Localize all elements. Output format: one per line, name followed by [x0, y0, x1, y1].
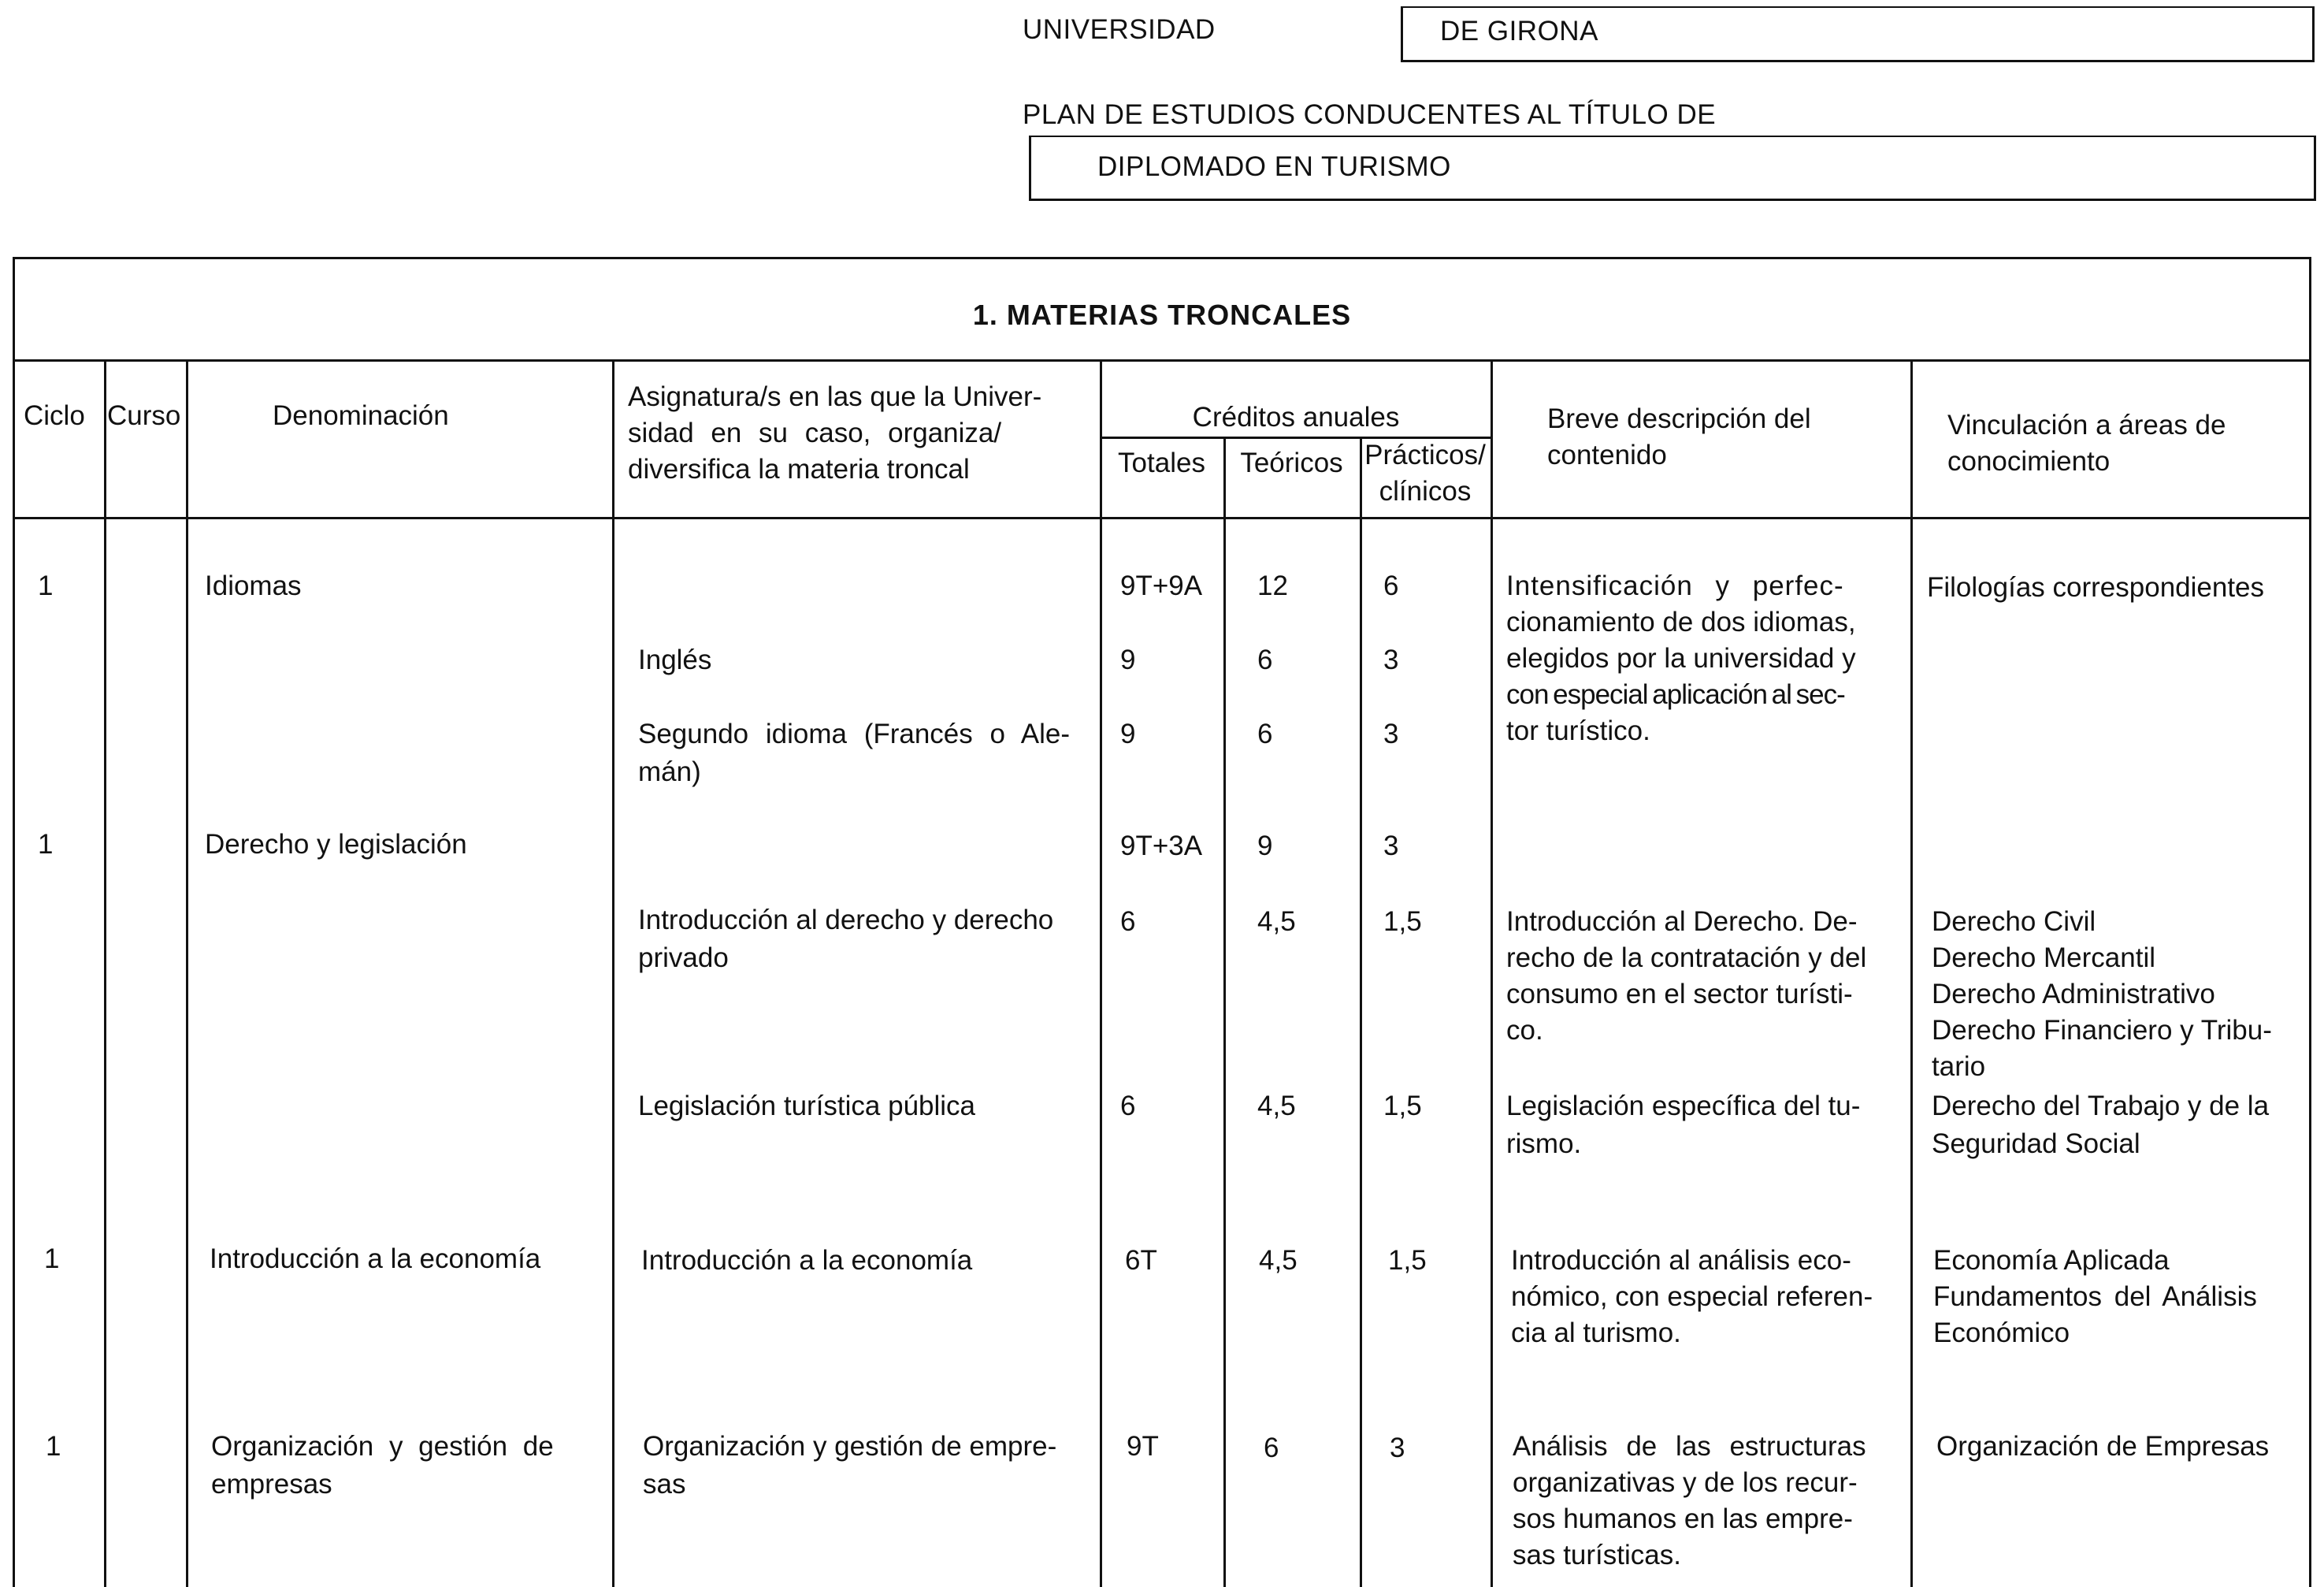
- header-practicos-line1: Prácticos/: [1364, 440, 1486, 470]
- header-descripcion-line2: contenido: [1547, 440, 1667, 470]
- practicos-cell: 6: [1383, 571, 1399, 601]
- university-name: DE GIRONA: [1440, 16, 1598, 46]
- col-sep-descripcion: [1491, 359, 1493, 1587]
- practicos-cell: 3: [1383, 645, 1399, 675]
- teoricos-cell: 6: [1257, 719, 1273, 749]
- descripcion-line: elegidos por la universidad y: [1506, 643, 1856, 674]
- university-label: UNIVERSIDAD: [1023, 14, 1216, 45]
- header-asignatura-line1: Asignatura/s en las que la Univer-: [628, 381, 1042, 412]
- table-border-right: [2309, 257, 2311, 1587]
- col-sep-vinculacion: [1910, 359, 1913, 1587]
- asignatura-cell: Inglés: [638, 645, 712, 675]
- descripcion-line: con especial aplicación al sec-: [1506, 679, 1845, 710]
- vinculacion-line: Organización de Empresas: [1936, 1431, 2270, 1462]
- teoricos-cell: 6: [1257, 645, 1273, 675]
- denominacion-cell: Idiomas: [205, 571, 302, 601]
- descripcion-line: Introducción al análisis eco-: [1511, 1245, 1851, 1276]
- vinculacion-line: Derecho del Trabajo y de la: [1932, 1091, 2270, 1121]
- col-sep-denominacion: [186, 359, 188, 1587]
- descripcion-line: consumo en el sector turísti-: [1506, 979, 1853, 1009]
- denominacion-line: empresas: [211, 1469, 332, 1500]
- asignatura-line: Introducción al derecho y derecho: [638, 905, 1054, 935]
- practicos-cell: 3: [1383, 719, 1399, 749]
- denominacion-line: Organización y gestión de: [211, 1431, 554, 1462]
- descripcion-line: organizativas y de los recur-: [1513, 1467, 1858, 1498]
- header-asignatura-line3: diversifica la materia troncal: [628, 454, 970, 485]
- vinculacion-line: Derecho Mercantil: [1932, 942, 2155, 973]
- practicos-cell: 1,5: [1388, 1245, 1427, 1276]
- descripcion-line: co.: [1506, 1015, 1543, 1046]
- descripcion-line: nómico, con especial referen-: [1511, 1281, 1873, 1312]
- asignatura-line: mán): [638, 756, 701, 787]
- vinculacion-line: Derecho Financiero y Tribu-: [1932, 1015, 2272, 1046]
- asignatura-cell: Introducción a la economía: [641, 1245, 973, 1276]
- asignatura-line: Organización y gestión de empre-: [643, 1431, 1057, 1462]
- teoricos-cell: 4,5: [1257, 906, 1296, 937]
- col-sep-practicos: [1360, 437, 1362, 1587]
- descripcion-line: Legislación específica del tu-: [1506, 1091, 1861, 1121]
- header-totales: Totales: [1118, 448, 1205, 478]
- col-sep-creditos: [1100, 359, 1102, 1587]
- totales-cell: 9T: [1127, 1431, 1159, 1462]
- descripcion-line: sos humanos en las empre-: [1513, 1503, 1853, 1534]
- descripcion-line: Análisis de las estructuras: [1513, 1431, 1866, 1462]
- ciclo-cell: 1: [38, 571, 54, 601]
- ciclo-cell: 1: [44, 1243, 60, 1274]
- totales-cell: 9: [1120, 719, 1136, 749]
- descripcion-line: recho de la contratación y del: [1506, 942, 1867, 973]
- practicos-cell: 1,5: [1383, 906, 1422, 937]
- teoricos-cell: 4,5: [1257, 1091, 1296, 1121]
- table-border-top: [13, 257, 2311, 259]
- asignatura-line: privado: [638, 942, 729, 973]
- header-vinculacion-line2: conocimiento: [1947, 446, 2111, 477]
- degree-title: DIPLOMADO EN TURISMO: [1097, 151, 1451, 182]
- totales-cell: 9: [1120, 645, 1136, 675]
- practicos-cell: 3: [1383, 831, 1399, 861]
- denominacion-cell: Introducción a la economía: [210, 1243, 541, 1274]
- header-ciclo: Ciclo: [24, 400, 85, 431]
- header-teoricos: Teóricos: [1240, 448, 1343, 478]
- totales-cell: 6: [1120, 1091, 1136, 1121]
- vinculacion-line: Económico: [1933, 1318, 2070, 1348]
- col-sep-asignatura: [612, 359, 614, 1587]
- denominacion-cell: Derecho y legislación: [205, 829, 467, 860]
- vinculacion-line: Derecho Administrativo: [1932, 979, 2215, 1009]
- vinculacion-line: Fundamentos del Análisis: [1933, 1281, 2257, 1312]
- teoricos-cell: 9: [1257, 831, 1273, 861]
- asignatura-line: sas: [643, 1469, 686, 1500]
- header-creditos: Créditos anuales: [1192, 402, 1400, 433]
- vinculacion-line: Seguridad Social: [1932, 1128, 2140, 1159]
- vinculacion-line: tario: [1932, 1051, 1986, 1082]
- totales-cell: 9T+9A: [1120, 571, 1203, 601]
- descripcion-line: cia al turismo.: [1511, 1318, 1681, 1348]
- col-sep-teoricos: [1223, 437, 1226, 1587]
- header-descripcion-line1: Breve descripción del: [1547, 403, 1811, 434]
- title-separator: [13, 359, 2311, 362]
- asignatura-line: Segundo idioma (Francés o Ale-: [638, 719, 1070, 749]
- header-vinculacion-line1: Vinculación a áreas de: [1947, 410, 2226, 440]
- vinculacion-line: Derecho Civil: [1932, 906, 2096, 937]
- col-sep-curso: [104, 359, 106, 1587]
- table-border-left: [13, 257, 15, 1587]
- practicos-cell: 3: [1390, 1433, 1405, 1463]
- header-practicos-line2: clínicos: [1379, 476, 1472, 507]
- header-denominacion: Denominación: [273, 400, 449, 431]
- descripcion-line: rismo.: [1506, 1128, 1582, 1159]
- practicos-cell: 1,5: [1383, 1091, 1422, 1121]
- teoricos-cell: 6: [1264, 1433, 1279, 1463]
- vinculacion-line: Filologías correspondientes: [1927, 572, 2265, 603]
- ciclo-cell: 1: [38, 829, 54, 860]
- plan-label: PLAN DE ESTUDIOS CONDUCENTES AL TÍTULO DE: [1023, 99, 1717, 130]
- teoricos-cell: 12: [1257, 571, 1288, 601]
- descripcion-line: tor turístico.: [1506, 715, 1650, 746]
- asignatura-cell: Legislación turística pública: [638, 1091, 976, 1121]
- descripcion-line: sas turísticas.: [1513, 1540, 1681, 1570]
- header-asignatura-line2: sidad en su caso, organiza/: [628, 418, 1002, 448]
- totales-cell: 6T: [1125, 1245, 1157, 1276]
- descripcion-line: cionamiento de dos idiomas,: [1506, 607, 1856, 637]
- vinculacion-line: Economía Aplicada: [1933, 1245, 2170, 1276]
- table-title: 1. MATERIAS TRONCALES: [972, 299, 1352, 331]
- teoricos-cell: 4,5: [1259, 1245, 1298, 1276]
- totales-cell: 9T+3A: [1120, 831, 1203, 861]
- header-curso: Curso: [107, 400, 181, 431]
- header-separator: [13, 517, 2311, 519]
- descripcion-line: Intensificación y perfec-: [1506, 571, 1844, 601]
- ciclo-cell: 1: [46, 1431, 61, 1462]
- descripcion-line: Introducción al Derecho. De-: [1506, 906, 1858, 937]
- totales-cell: 6: [1120, 906, 1136, 937]
